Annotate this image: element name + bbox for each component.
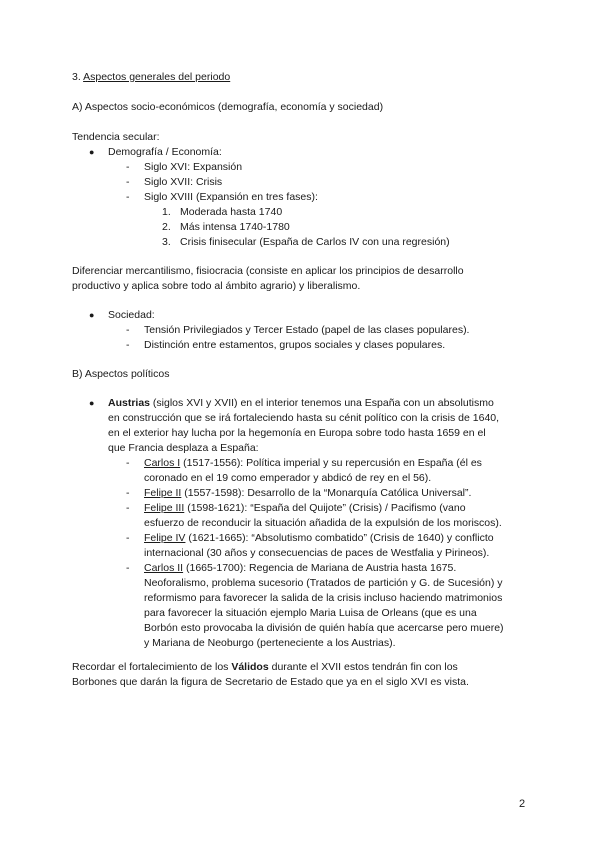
- dash-icon: -: [126, 487, 130, 499]
- section-title: Aspectos generales del periodo: [83, 71, 231, 83]
- king-desc: (1517-1556): Política imperial y su repercusión en España (él es: [180, 457, 482, 469]
- king-desc-line: coronado en el 19 como emperador y abdicó de rey en el 56).: [144, 472, 432, 484]
- king-felipe-iv: [144, 531, 494, 546]
- demografia-item: Siglo XVI: Expansión: [144, 161, 243, 173]
- dash-icon: -: [126, 562, 130, 574]
- austrias-line: en construcción que se irá fortaleciendo hasta su cénit político con la crisis de 1640,: [108, 412, 500, 424]
- subsection-a-title: A) Aspectos socio-económicos (demografía, economía y sociedad): [72, 101, 384, 113]
- dash-icon: -: [126, 457, 130, 469]
- king-desc-line: Borbón esto provocaba la división de quién había que acercarse pero muere): [144, 622, 504, 634]
- austrias-first-line: [108, 396, 494, 411]
- austrias-first-rest: (siglos XVI y XVII) en el interior tenemos una España con un absolutismo: [150, 397, 494, 409]
- dash-icon: -: [126, 176, 130, 188]
- king-name: Carlos I: [144, 457, 181, 469]
- king-desc: (1621-1665): “Absolutismo combatido” (Crisis de 1640) y conflicto: [185, 532, 494, 544]
- phase-number: 2.: [162, 221, 171, 233]
- king-felipe-iii: [144, 501, 466, 516]
- section-number: 3.: [72, 71, 81, 83]
- phase-text: Crisis finisecular (España de Carlos IV con una regresión): [180, 236, 450, 248]
- mercantilismo-line: Diferenciar mercantilismo, fisiocracia (consiste en aplicar los principios de desarrollo: [72, 265, 464, 277]
- phase-number: 1.: [162, 206, 171, 218]
- king-desc-line: internacional (30 años y consecuencias de paces de Westfalia y Pirineos).: [144, 547, 490, 559]
- dash-icon: -: [126, 161, 130, 173]
- dash-icon: -: [126, 339, 130, 351]
- king-carlos-ii: [144, 561, 456, 576]
- king-carlos-i: [144, 456, 482, 471]
- subsection-b-title: B) Aspectos políticos: [72, 368, 170, 380]
- validos-pre: Recordar el fortalecimiento de los: [72, 661, 232, 673]
- validos-post: durante el XVII estos tendrán fin con los: [268, 661, 458, 673]
- validos-bold: Válidos: [231, 661, 269, 673]
- austrias-bold: Austrias: [108, 397, 151, 409]
- king-desc-line: y Mariana de Neoburgo (perteneciente a los Austrias).: [144, 637, 396, 649]
- tendencia-label: Tendencia secular:: [72, 131, 160, 143]
- bullet-icon: ●: [89, 147, 95, 157]
- king-name: Carlos II: [144, 562, 184, 574]
- bullet-icon: ●: [89, 310, 95, 320]
- king-desc: (1665-1700): Regencia de Mariana de Austria hasta 1675.: [183, 562, 457, 574]
- king-name: Felipe IV: [144, 532, 186, 544]
- phase-text: Más intensa 1740-1780: [180, 221, 290, 233]
- king-name: Felipe II: [144, 487, 182, 499]
- king-desc-line: Neoforalismo, problema sucesorio (Tratados de partición y G. de Sucesión) y: [144, 577, 503, 589]
- king-desc-line: reformismo para favorecer la salida de la crisis incluso haciendo matrimonios: [144, 592, 503, 604]
- bullet-icon: ●: [89, 398, 95, 408]
- demografia-label: Demografía / Economía:: [108, 146, 222, 158]
- demografia-item: Siglo XVIII (Expansión en tres fases):: [144, 191, 318, 203]
- king-felipe-ii: [144, 486, 471, 501]
- sociedad-item: Tensión Privilegiados y Tercer Estado (papel de las clases populares).: [144, 324, 470, 336]
- dash-icon: -: [126, 324, 130, 336]
- phase-number: 3.: [162, 236, 171, 248]
- king-desc: (1557-1598): Desarrollo de la “Monarquía Católica Universal”.: [181, 487, 472, 499]
- mercantilismo-line: productivo y aplica sobre todo al ámbito agrario) y liberalismo.: [72, 280, 361, 292]
- king-desc: (1598-1621): “España del Quijote” (Crisis) / Pacifismo (vano: [184, 502, 466, 514]
- page-number: 2: [519, 798, 526, 810]
- validos-line-2: Borbones que darán la figura de Secretario de Estado que ya en el siglo XVI es vista.: [72, 676, 469, 688]
- phase-text: Moderada hasta 1740: [180, 206, 283, 218]
- king-desc-line: para favorecer la situación ejemplo Maria Luisa de Orleans (que es una: [144, 607, 477, 619]
- king-desc-line: esfuerzo de reconducir la situación añadida de la expulsión de los moriscos).: [144, 517, 502, 529]
- dash-icon: -: [126, 191, 130, 203]
- austrias-line: en el exterior hay lucha por la hegemonía en Europa sobre todo hasta 1659 en el: [108, 427, 486, 439]
- sociedad-item: Distinción entre estamentos, grupos sociales y clases populares.: [144, 339, 446, 351]
- austrias-line: que Francia desplaza a España:: [108, 442, 259, 454]
- dash-icon: -: [126, 502, 130, 514]
- sociedad-label: Sociedad:: [108, 309, 155, 321]
- demografia-item: Siglo XVII: Crisis: [144, 176, 223, 188]
- king-name: Felipe III: [144, 502, 185, 514]
- validos-line-1: [72, 660, 458, 675]
- section-heading: [72, 70, 230, 85]
- dash-icon: -: [126, 532, 130, 544]
